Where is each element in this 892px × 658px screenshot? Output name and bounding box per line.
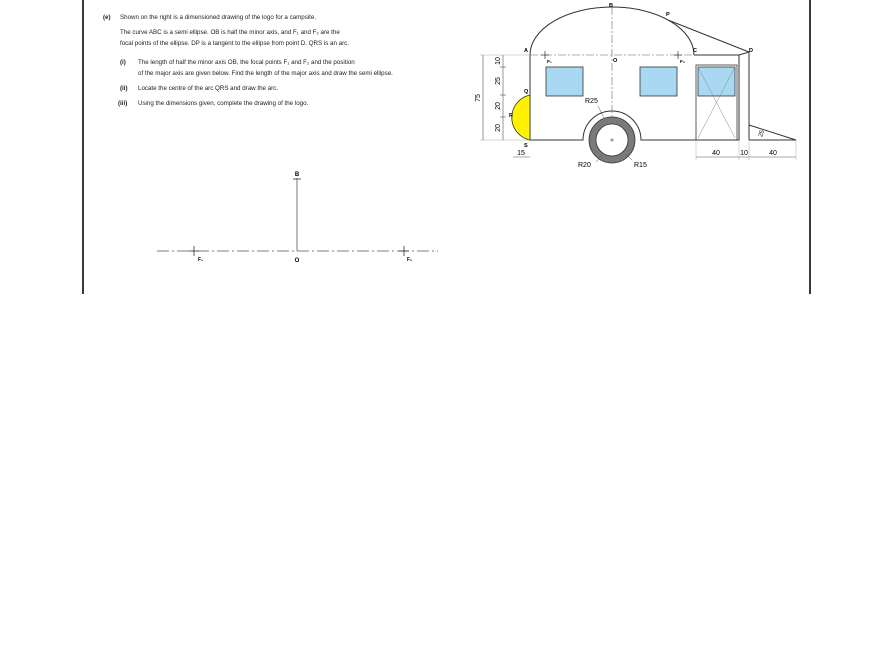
logo-label-q: Q xyxy=(524,89,529,95)
dim-value-25-angled: 25 xyxy=(758,129,766,138)
dim-value-20b: 20 xyxy=(495,124,502,132)
part-i-line-2: of the major axis are given below. Find the length of the major axis and draw the semi ellipse. xyxy=(138,70,393,77)
radius-label-r20: R20 xyxy=(578,162,591,169)
logo-drawing xyxy=(0,0,892,300)
construction-label-b: B xyxy=(294,172,300,178)
dim-value-20a: 20 xyxy=(495,102,502,110)
construction-label-f1: F₁ xyxy=(198,257,204,263)
window-right xyxy=(640,67,677,96)
wheel-hub xyxy=(611,139,614,142)
logo-label-r: R xyxy=(509,113,513,119)
radius-label-r25: R25 xyxy=(585,98,598,105)
part-iii-line-1: Using the dimensions given, complete the drawing of the logo. xyxy=(138,100,309,107)
logo-label-f2: F₂ xyxy=(680,60,686,65)
question-intro-line-2: The curve ABC is a semi ellipse. OB is half the minor axis, and F₁ and F₂ are the xyxy=(120,29,340,36)
part-i-label: (i) xyxy=(120,59,126,66)
dim-value-25: 25 xyxy=(495,77,502,85)
tow-bar xyxy=(749,125,796,140)
construction-label-o: O xyxy=(294,258,300,264)
logo-label-a: A xyxy=(524,48,528,54)
radius-label-r15: R15 xyxy=(634,162,647,169)
logo-focal-1-cross xyxy=(541,51,549,59)
window-left xyxy=(546,67,583,96)
dim-value-40b: 40 xyxy=(769,150,777,157)
arc-qrs xyxy=(512,95,530,140)
dim-value-10h: 10 xyxy=(740,150,748,157)
part-i-line-1: The length of half the minor axis OB, the focal points F₁ and F₂ and the position xyxy=(138,59,355,66)
logo-label-f1: F₁ xyxy=(547,60,552,65)
tangent-dp xyxy=(668,20,749,52)
dim-value-40a: 40 xyxy=(712,150,720,157)
construction-label-f2: F₂ xyxy=(407,257,413,263)
question-intro-line-3: focal points of the ellipse. DP is a tangent to the ellipse from point D. QRS is an arc. xyxy=(120,40,349,47)
logo-label-b: B xyxy=(609,3,613,9)
part-iii-label: (iii) xyxy=(118,100,128,107)
door-window xyxy=(698,67,735,96)
logo-label-o: O xyxy=(613,58,618,64)
part-ii-label: (ii) xyxy=(120,85,128,92)
logo-label-d: D xyxy=(749,48,753,54)
logo-focal-2-cross xyxy=(674,51,682,59)
question-label: (e) xyxy=(103,14,111,21)
part-ii-line-1: Locate the centre of the arc QRS and draw the arc. xyxy=(138,85,278,92)
dim-value-10: 10 xyxy=(495,57,502,65)
logo-label-s: S xyxy=(524,143,528,149)
dim-value-75: 75 xyxy=(475,94,482,102)
logo-label-p: P xyxy=(666,12,670,18)
logo-label-c: C xyxy=(693,48,697,54)
dim-value-15: 15 xyxy=(517,150,525,157)
question-intro-line-1: Shown on the right is a dimensioned drawing of the logo for a campsite. xyxy=(120,14,317,21)
